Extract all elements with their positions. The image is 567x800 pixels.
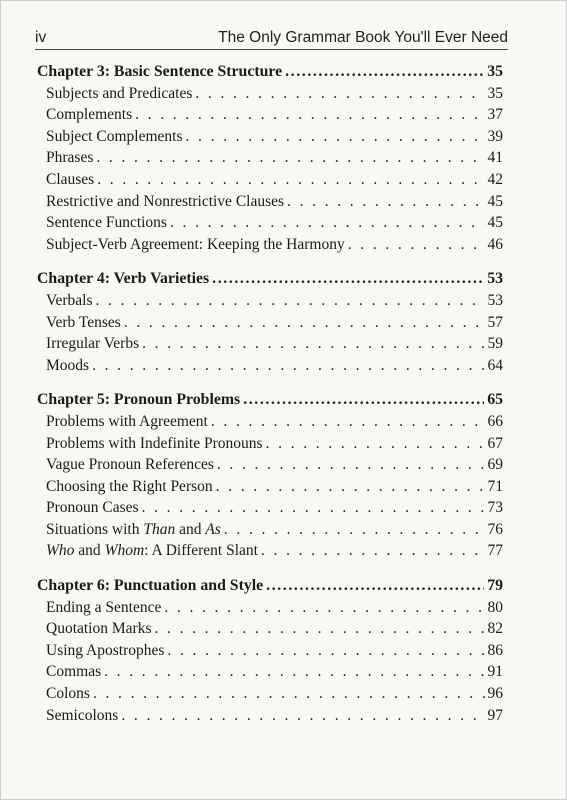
entry-title: Moods	[46, 356, 90, 374]
entry-title: Restrictive and Nonrestrictive Clauses	[46, 192, 285, 210]
entry-page-number: 67	[487, 434, 503, 452]
toc-entry[interactable]	[37, 640, 503, 662]
dot-leader	[287, 191, 484, 213]
dot-leader	[285, 61, 484, 83]
entry-title-text: and	[74, 542, 105, 560]
entry-title: Complements	[46, 106, 133, 124]
entry-title-italic: Who	[46, 542, 75, 560]
toc-entry[interactable]	[37, 454, 503, 476]
entry-page-number: 97	[487, 706, 503, 724]
dot-leader	[266, 433, 485, 455]
entry-page-number: 41	[487, 149, 503, 167]
entry-page-number: 86	[487, 641, 503, 659]
dot-leader	[104, 661, 484, 683]
table-of-contents	[37, 61, 503, 739]
header-rule	[35, 49, 508, 50]
entry-page-number: 69	[487, 456, 503, 474]
entry-page-number: 45	[487, 192, 503, 210]
toc-entry[interactable]	[37, 411, 503, 433]
toc-entry[interactable]	[37, 597, 503, 619]
dot-leader	[124, 312, 485, 334]
entry-title: Vague Pronoun References	[46, 456, 214, 474]
toc-entry[interactable]	[37, 476, 503, 498]
entry-page-number: 91	[487, 663, 503, 681]
toc-entry[interactable]	[37, 83, 503, 105]
dot-leader	[93, 683, 485, 705]
toc-entry[interactable]	[37, 433, 503, 455]
entry-title: Ending a Sentence	[46, 598, 162, 616]
toc-entry[interactable]	[37, 540, 503, 562]
entry-title: Phrases	[46, 149, 94, 167]
entry-title: Problems with Indefinite Pronouns	[46, 434, 263, 452]
entry-page-number: 76	[487, 520, 503, 538]
dot-leader	[243, 389, 484, 411]
chapter-heading[interactable]	[37, 575, 503, 597]
entry-page-number: 57	[487, 313, 503, 331]
chapter-5-section	[37, 389, 503, 562]
dot-leader	[224, 519, 485, 541]
entry-title: Using Apostrophes	[46, 641, 165, 659]
toc-entry[interactable]	[37, 333, 503, 355]
dot-leader	[142, 497, 485, 519]
chapter-page-number: 79	[487, 577, 503, 595]
entry-page-number: 46	[487, 235, 503, 253]
entry-title-italic: As	[205, 520, 221, 538]
toc-entry[interactable]	[37, 683, 503, 705]
entry-title: Quotation Marks	[46, 620, 152, 638]
entry-title: Verbals	[46, 291, 93, 309]
book-title: The Only Grammar Book You'll Ever Need	[218, 29, 508, 46]
dot-leader	[216, 476, 485, 498]
entry-title: Colons	[46, 685, 90, 703]
dot-leader	[96, 290, 485, 312]
entry-page-number: 82	[487, 620, 503, 638]
dot-leader	[195, 83, 484, 105]
entry-title-italic: Than	[143, 520, 176, 538]
entry-title: Sentence Functions	[46, 214, 167, 232]
toc-entry[interactable]	[37, 234, 503, 256]
entry-title-text: Situations with	[46, 520, 144, 538]
entry-page-number: 45	[487, 214, 503, 232]
entry-title: Pronoun Cases	[46, 499, 139, 517]
toc-entry[interactable]	[37, 618, 503, 640]
dot-leader	[135, 104, 484, 126]
chapter-page-number: 65	[487, 391, 503, 409]
chapter-title: Chapter 4: Verb Varieties	[37, 270, 210, 288]
entry-page-number: 39	[487, 127, 503, 145]
toc-entry[interactable]	[37, 169, 503, 191]
entry-title	[46, 519, 221, 541]
chapter-title: Chapter 3: Basic Sentence Structure	[37, 63, 283, 80]
dot-leader	[348, 234, 485, 256]
chapter-3-section	[37, 61, 503, 255]
toc-entry[interactable]	[37, 355, 503, 377]
entry-title: Subjects and Predicates	[46, 84, 193, 102]
entry-page-number: 37	[487, 106, 503, 124]
entry-page-number: 64	[487, 356, 503, 374]
entry-title: Semicolons	[46, 706, 119, 724]
toc-entry[interactable]	[37, 705, 503, 727]
dot-leader	[164, 597, 484, 619]
entry-title	[46, 540, 258, 562]
entry-page-number: 77	[487, 542, 503, 560]
running-head	[35, 25, 508, 47]
entry-page-number: 80	[487, 598, 503, 616]
dot-leader	[211, 411, 485, 433]
toc-entry[interactable]	[37, 147, 503, 169]
chapter-title: Chapter 5: Pronoun Problems	[37, 391, 241, 409]
chapter-page-number: 35	[487, 63, 503, 80]
chapter-title: Chapter 6: Punctuation and Style	[37, 577, 264, 595]
page-number-label: iv	[35, 29, 47, 46]
entry-title-italic: Whom	[104, 542, 145, 560]
toc-entry[interactable]	[37, 104, 503, 126]
entry-title: Irregular Verbs	[46, 335, 140, 353]
entry-page-number: 42	[487, 170, 503, 188]
entry-page-number: 96	[487, 685, 503, 703]
dot-leader	[92, 355, 484, 377]
chapter-6-section	[37, 575, 503, 726]
entry-title: Subject-Verb Agreement: Keeping the Harmony	[46, 235, 345, 253]
toc-entry[interactable]	[37, 661, 503, 683]
entry-title-text: : A Different Slant	[144, 542, 258, 560]
entry-page-number: 53	[487, 291, 503, 309]
entry-title: Subject Complements	[46, 127, 183, 145]
entry-title: Verb Tenses	[46, 313, 121, 331]
dot-leader	[217, 454, 485, 476]
dot-leader	[154, 618, 484, 640]
entry-title: Commas	[46, 663, 102, 681]
dot-leader	[96, 147, 484, 169]
chapter-heading[interactable]	[37, 61, 503, 83]
chapter-page-number: 53	[487, 270, 503, 288]
toc-entry[interactable]	[37, 312, 503, 334]
chapter-4-section	[37, 268, 503, 376]
toc-entry[interactable]	[37, 497, 503, 519]
entry-page-number: 59	[487, 335, 503, 353]
entry-page-number: 71	[487, 477, 503, 495]
entry-page-number: 35	[487, 84, 503, 102]
entry-title: Choosing the Right Person	[46, 477, 213, 495]
entry-title: Clauses	[46, 170, 95, 188]
dot-leader	[266, 575, 484, 597]
chapter-heading[interactable]	[37, 268, 503, 290]
dot-leader	[121, 705, 484, 727]
dot-leader	[185, 126, 484, 148]
entry-page-number: 66	[487, 412, 503, 430]
chapter-heading[interactable]	[37, 389, 503, 411]
dot-leader	[170, 212, 485, 234]
entry-title: Problems with Agreement	[46, 412, 208, 430]
entry-page-number: 73	[487, 499, 503, 517]
toc-entry[interactable]	[37, 191, 503, 213]
dot-leader	[142, 333, 484, 355]
toc-entry[interactable]	[37, 212, 503, 234]
toc-entry[interactable]	[37, 126, 503, 148]
dot-leader	[167, 640, 484, 662]
dot-leader	[212, 268, 484, 290]
dot-leader	[97, 169, 484, 191]
dot-leader	[261, 540, 485, 562]
toc-entry[interactable]	[37, 290, 503, 312]
entry-title-text: and	[175, 520, 206, 538]
toc-entry[interactable]	[37, 519, 503, 541]
